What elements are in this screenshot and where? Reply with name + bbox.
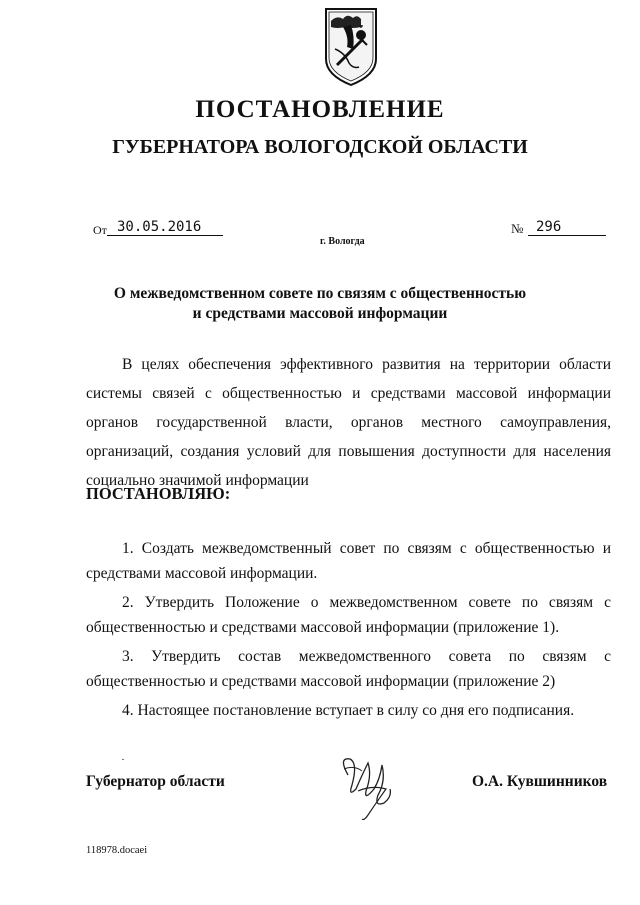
- issuer-title: ГУБЕРНАТОРА ВОЛОГОДСКОЙ ОБЛАСТИ: [112, 136, 528, 158]
- signatory-name: О.А. Кувшинников: [472, 773, 608, 790]
- signatory-position: Губернатор области: [86, 773, 225, 790]
- subject-line-2: и средствами массовой информации: [192, 305, 448, 322]
- decree-item-4: 4. Настоящее постановление вступает в силу со дня его подписания.: [122, 702, 575, 719]
- city-label: г. Вологда: [320, 236, 365, 247]
- subject-line-1: О межведомственном совете по связям с общественностью: [113, 285, 527, 302]
- date-prefix: От: [93, 223, 107, 237]
- coat-of-arms-icon: [323, 7, 379, 87]
- document-date: 30.05.2016: [107, 219, 223, 236]
- decree-item-3: 3. Утвердить состав межведомственного совета по связям с общественностью и средствами массовой информации (приложение 2): [86, 648, 611, 690]
- handwritten-signature-icon: [328, 745, 406, 823]
- document-title: ПОСТАНОВЛЕНИЕ: [195, 96, 445, 123]
- preamble-paragraph: В целях обеспечения эффективного развития на территории области системы связей с общественностью и средствами массовой информации органов государственной власти, органов местного самоуправления, организаций, создания условий для повышения доступности для населения социально значимой информации: [86, 356, 611, 489]
- decree-item-2: 2. Утвердить Положение о межведомственном совете по связям с общественностью и средствами массовой информации (приложение 1).: [86, 594, 611, 636]
- document-number: 296: [528, 219, 606, 236]
- decree-item-1: 1. Создать межведомственный совет по связям с общественностью и средствами массовой информации.: [86, 540, 611, 582]
- file-reference: 118978.docaei: [86, 845, 148, 856]
- scan-speck: [122, 759, 124, 760]
- decree-items: [86, 536, 611, 727]
- number-prefix: №: [511, 221, 524, 236]
- decree-keyword: ПОСТАНОВЛЯЮ:: [86, 484, 231, 503]
- document-subject: [0, 284, 640, 324]
